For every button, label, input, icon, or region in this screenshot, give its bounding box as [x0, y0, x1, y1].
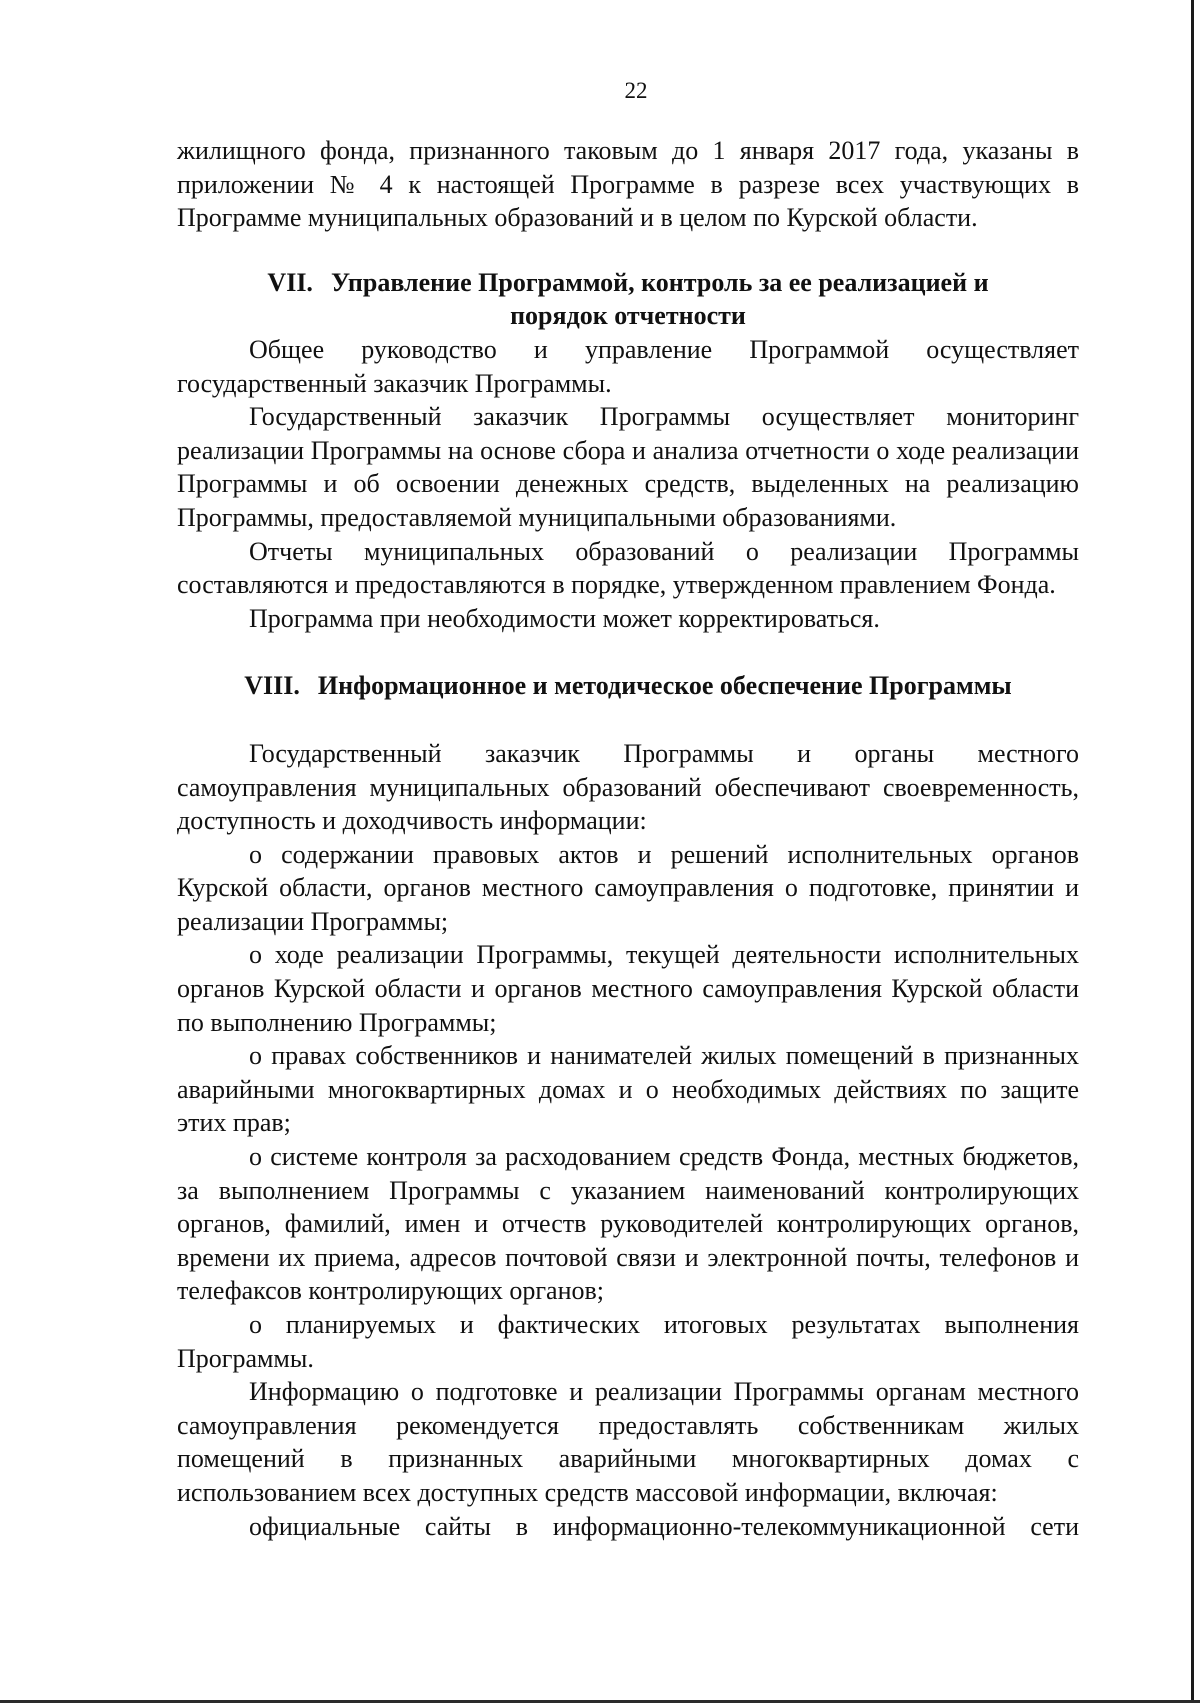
page-number: 22	[624, 78, 648, 103]
section-7-title-line1: Управление Программой, контроль за ее реализацией и	[330, 267, 989, 297]
section-7-paragraph: Государственный заказчик Программы осуществляет мониторинг реализации Программы на основе сбора и анализа отчетности о ходе реализации Программы и об освоении денежных средств, выделенных на реализацию Программы, предоставляемой муниципальными образованиями.	[177, 402, 1079, 532]
scan-edge-right	[1191, 0, 1194, 1703]
section-8-paragraph: о правах собственников и нанимателей жилых помещений в признанных аварийными многоквартирных домах и о необходимых действиях по защите этих прав;	[177, 1041, 1079, 1138]
section-8-paragraph: о ходе реализации Программы, текущей деятельности исполнительных органов Курской области и органов местного самоуправления Курской области по выполнению Программы;	[177, 940, 1079, 1037]
section-7-heading	[177, 266, 1079, 333]
section-8-paragraph: Государственный заказчик Программы и органы местного самоуправления муниципальных образований обеспечивают своевременность, доступность и доходчивость информации:	[177, 738, 1079, 836]
section-8-paragraph: о содержании правовых актов и решений исполнительных органов Курской области, органов местного самоуправления о подготовке, принятии и реализации Программы;	[177, 839, 1079, 936]
document-page	[177, 74, 1079, 1543]
section-7-numeral: VII.	[267, 267, 313, 297]
section-7-paragraph: Отчеты муниципальных образований о реализации Программы составляются и предоставляются в порядке, утвержденном правлением Фонда.	[177, 536, 1079, 600]
section-8-paragraph: о системе контроля за расходованием средств Фонда, местных бюджетов, за выполнением Программы с указанием наименований контролирующих органов, фамилий, имен и отчеств руководителей контролирующих органов, времени их приема, адресов почтовой связи и электронной почты, телефонов и телефаксов контролирующих органов;	[177, 1142, 1079, 1306]
section-8-title: Информационное и методическое обеспечение Программы	[317, 671, 1012, 701]
section-8-paragraph: о планируемых и фактических итоговых результатах выполнения Программы.	[177, 1310, 1079, 1373]
section-7-paragraph: Программа при необходимости может корректироваться.	[249, 603, 880, 633]
section-8-paragraph: официальные сайты в информационно-телекоммуникационной сети	[249, 1511, 1079, 1541]
section-7-paragraph: Общее руководство и управление Программой осуществляет государственный заказчик Программы.	[177, 334, 1079, 398]
section-8-paragraph: Информацию о подготовке и реализации Программы органам местного самоуправления рекомендуется предоставлять собственникам жилых помещений в признанных аварийными многоквартирных домах с использованием всех доступных средств массовой информации, включая:	[177, 1377, 1079, 1507]
section-7-title-line2: порядок отчетности	[510, 301, 746, 331]
intro-paragraph: жилищного фонда, признанного таковым до 1 января 2017 года, указаны в приложении № 4 к настоящей Программе в разрезе всех участвующих в Программе муниципальных образований и в целом по Курской области.	[177, 136, 1079, 233]
section-8-numeral: VIII.	[244, 671, 300, 701]
section-8-heading	[177, 669, 1079, 703]
